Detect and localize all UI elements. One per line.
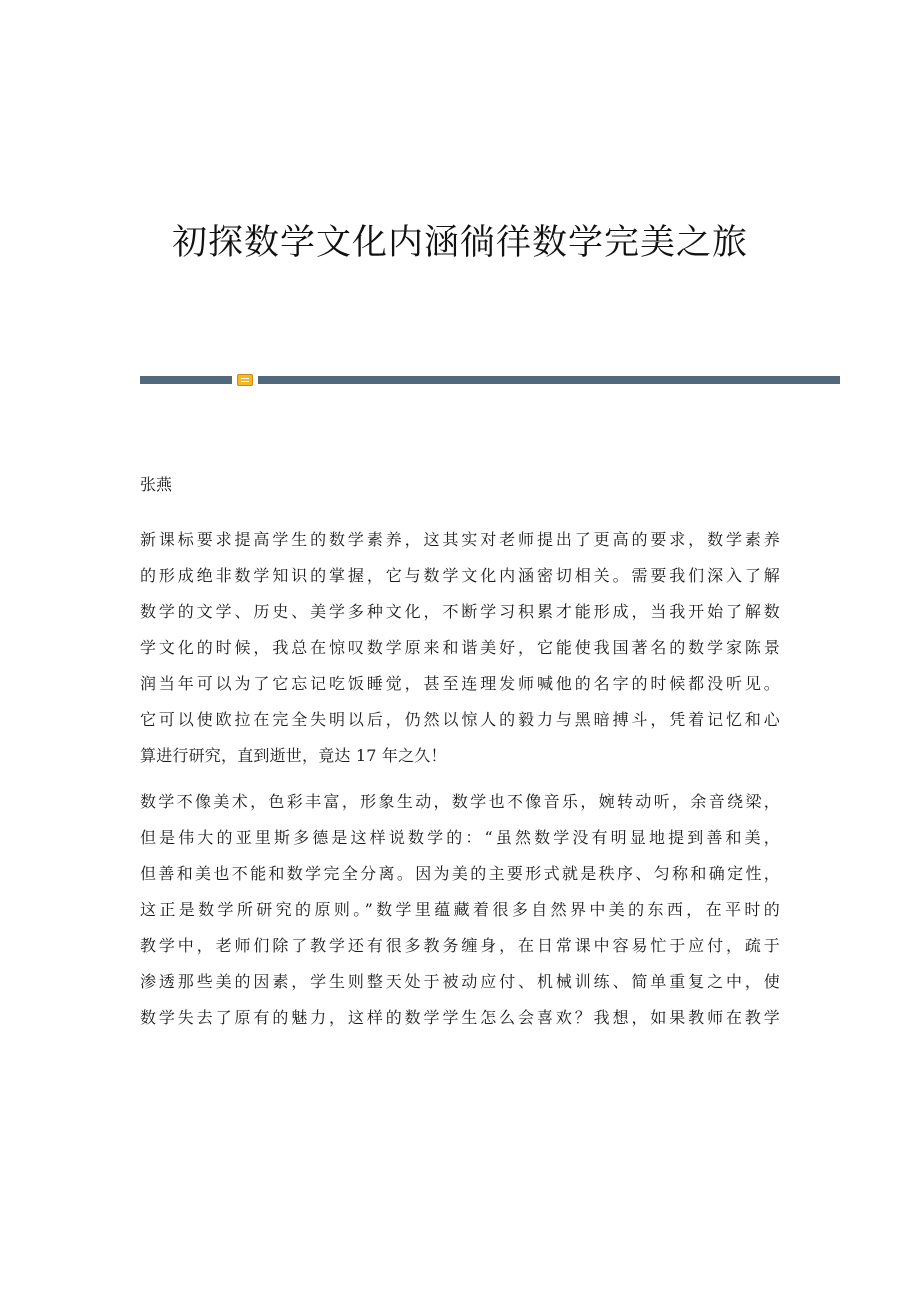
text-line: 它可以使欧拉在完全失明以后，仍然以惊人的毅力与黑暗搏斗，凭着记忆和心	[140, 710, 780, 729]
document-body	[140, 522, 780, 1046]
paragraph-1	[140, 522, 780, 774]
paragraph-2	[140, 784, 780, 1036]
divider-bar-right	[258, 376, 840, 384]
text-line: 润当年可以为了它忘记吃饭睡觉，甚至连理发师喊他的名字的时候都没听见。	[140, 674, 780, 693]
text-line: 但善和美也不能和数学完全分离。因为美的主要形式就是秩序、匀称和确定性，	[140, 864, 780, 883]
text-line: 算进行研究，直到逝世，竟达 17 年之久！	[140, 746, 447, 765]
text-line: 教学中，老师们除了教学还有很多教务缠身，在日常课中容易忙于应付，疏于	[140, 936, 780, 955]
text-line: 渗透那些美的因素，学生则整天处于被动应付、机械训练、简单重复之中，使	[140, 972, 780, 991]
divider-ornament-icon	[237, 374, 253, 386]
text-line: 的形成绝非数学知识的掌握，它与数学文化内涵密切相关。需要我们深入了解	[140, 566, 780, 585]
author-name: 张燕	[140, 475, 173, 494]
text-line: 但是伟大的亚里斯多德是这样说数学的：“虽然数学没有明显地提到善和美，	[140, 828, 780, 847]
text-line: 数学的文学、历史、美学多种文化，不断学习积累才能形成，当我开始了解数	[140, 602, 780, 621]
text-line: 数学不像美术，色彩丰富，形象生动，数学也不像音乐，婉转动听，余音绕梁，	[140, 792, 780, 811]
divider-bar-left	[140, 376, 232, 384]
document-title: 初探数学文化内涵徜徉数学完美之旅	[171, 223, 748, 263]
title-divider	[140, 373, 840, 387]
text-line: 这正是数学所研究的原则。”数学里蕴藏着很多自然界中美的东西，在平时的	[140, 900, 780, 919]
text-line: 数学失去了原有的魅力，这样的数学学生怎么会喜欢？我想，如果教师在教学	[140, 1008, 780, 1027]
text-line: 学文化的时候，我总在惊叹数学原来和谐美好，它能使我国著名的数学家陈景	[140, 638, 780, 657]
text-line: 新课标要求提高学生的数学素养，这其实对老师提出了更高的要求，数学素养	[140, 530, 780, 549]
